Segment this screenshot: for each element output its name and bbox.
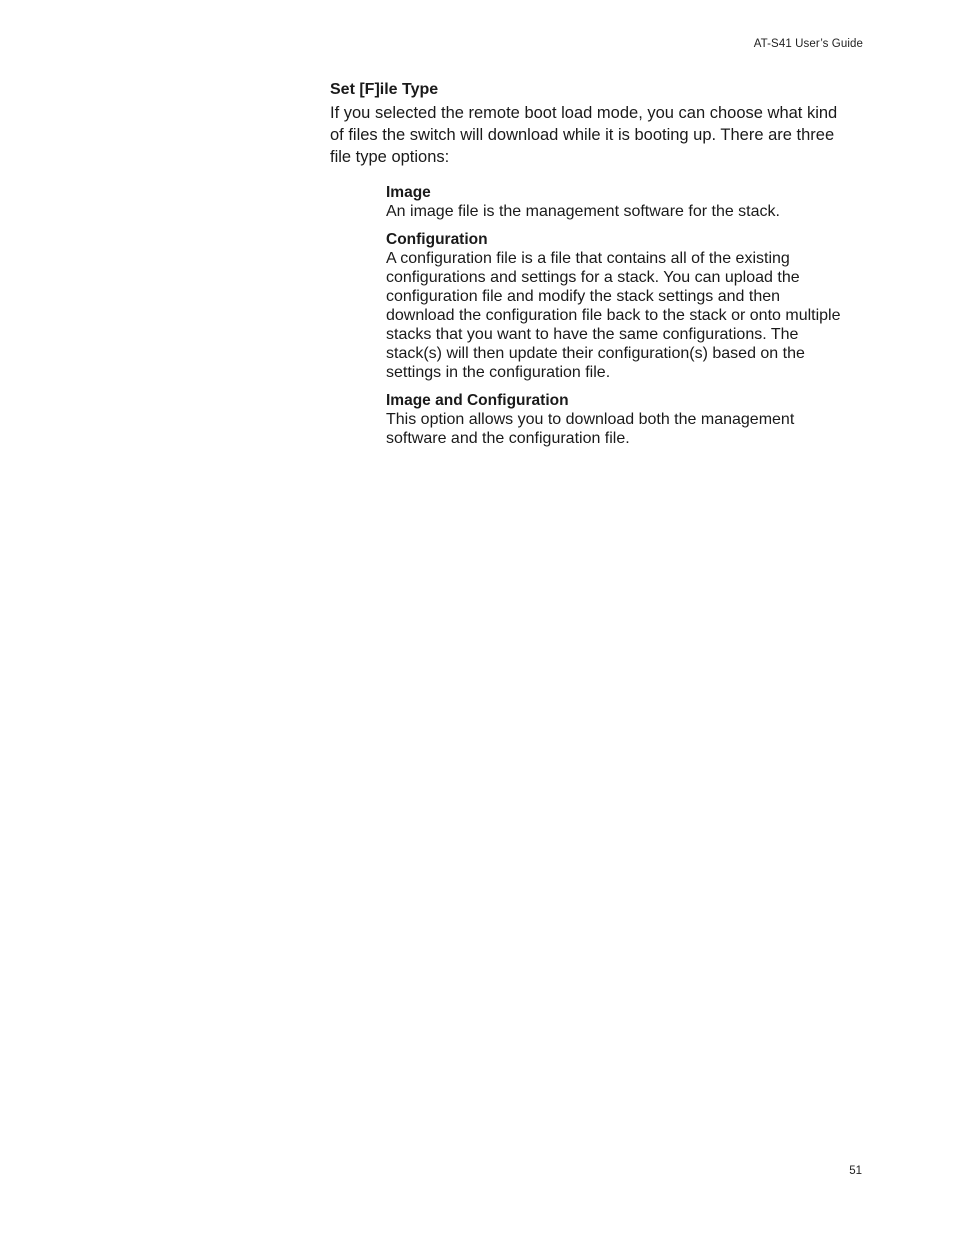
page-number: 51 <box>849 1165 862 1177</box>
option-description: This option allows you to download both the management software and the configuration file. <box>386 411 795 447</box>
option-title: Image and Configuration <box>386 392 569 409</box>
option-title: Configuration <box>386 231 488 248</box>
option-title: Image <box>386 184 431 201</box>
option-image-and-configuration <box>386 391 842 448</box>
running-header: AT-S41 User’s Guide <box>753 38 863 50</box>
option-image <box>386 183 842 221</box>
file-type-section <box>330 80 840 168</box>
file-type-options <box>386 183 842 457</box>
section-intro: If you selected the remote boot load mode, you can choose what kind of files the switch will download while it is booting up. There are three file type options: <box>330 104 838 166</box>
option-configuration <box>386 230 842 382</box>
section-heading: Set [F]ile Type <box>330 81 439 98</box>
option-description: An image file is the management software for the stack. <box>386 203 780 220</box>
option-description: A configuration file is a file that contains all of the existing configurations and settings for a stack. You can upload the configuration file and modify the stack settings and then download the configuration file back to the stack or onto multiple stacks that you want to have the same configurations. The stack(s) will then update their configuration(s) based on the settings in the configuration file. <box>386 250 841 381</box>
